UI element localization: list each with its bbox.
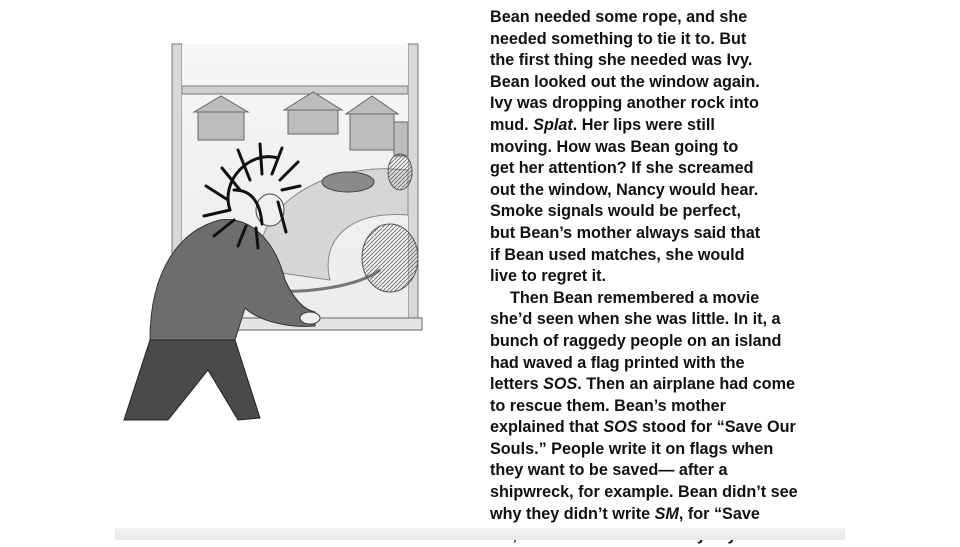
text-run: explained that xyxy=(490,418,604,437)
paragraph xyxy=(490,288,840,547)
text-run: . Her lips were still xyxy=(572,115,715,134)
text-line: get her attention? If she screamed xyxy=(490,159,754,178)
text-run-italic: SM xyxy=(654,504,679,523)
text-line: Smoke signals would be perfect, xyxy=(490,202,741,221)
text-line: Ivy was dropping another rock into xyxy=(490,94,759,113)
text-line: live to regret it. xyxy=(490,267,607,286)
paragraph xyxy=(490,7,840,288)
text-line: out the window, Nancy would hear. xyxy=(490,180,759,199)
story-text xyxy=(490,7,840,547)
bean-hand xyxy=(300,312,320,324)
window-sash xyxy=(182,86,408,94)
text-line: Then Bean remembered a movie xyxy=(510,288,760,307)
text-line: moving. How was Bean going to xyxy=(490,137,739,156)
text-run: letters xyxy=(490,375,544,394)
text-line: Bean looked out the window again. xyxy=(490,72,760,91)
text-line: Souls.” People write it on flags when xyxy=(490,439,774,458)
text-run-italic: SOS xyxy=(543,375,578,394)
text-line: had waved a flag printed with the xyxy=(490,353,745,372)
bean-pants xyxy=(124,340,260,420)
bush-right xyxy=(362,224,418,292)
text-line: they want to be saved— after a xyxy=(490,461,728,480)
text-line xyxy=(490,504,840,526)
text-line: if Bean used matches, she would xyxy=(490,245,745,264)
text-run: , for “Save xyxy=(678,504,760,523)
page-bottom-edge xyxy=(115,528,845,540)
text-line xyxy=(490,374,840,396)
bean-at-window-illustration xyxy=(110,40,460,430)
text-run-italic: SOS xyxy=(603,418,638,437)
text-line: but Bean’s mother always said that xyxy=(490,223,761,242)
text-run-italic: Splat xyxy=(533,115,573,134)
car xyxy=(322,172,374,192)
text-line: bunch of raggedy people on an island xyxy=(490,331,782,350)
text-run: . Then an airplane had come xyxy=(577,375,795,394)
text-line: shipwreck, for example. Bean didn’t see xyxy=(490,483,798,502)
text-line: she’d seen when she was little. In it, a xyxy=(490,310,781,329)
text-line: needed something to tie it to. But xyxy=(490,29,747,48)
text-line: Bean needed some rope, and she xyxy=(490,8,748,26)
text-run: why they didn’t write xyxy=(490,504,655,523)
bush-top xyxy=(388,154,412,190)
text-run: mud. xyxy=(490,115,534,134)
text-run: stood for “Save Our xyxy=(637,418,796,437)
text-line xyxy=(490,115,840,137)
text-line: the first thing she needed was Ivy. xyxy=(490,51,753,70)
text-line: to rescue them. Bean’s mother xyxy=(490,396,726,415)
text-line xyxy=(490,417,840,439)
